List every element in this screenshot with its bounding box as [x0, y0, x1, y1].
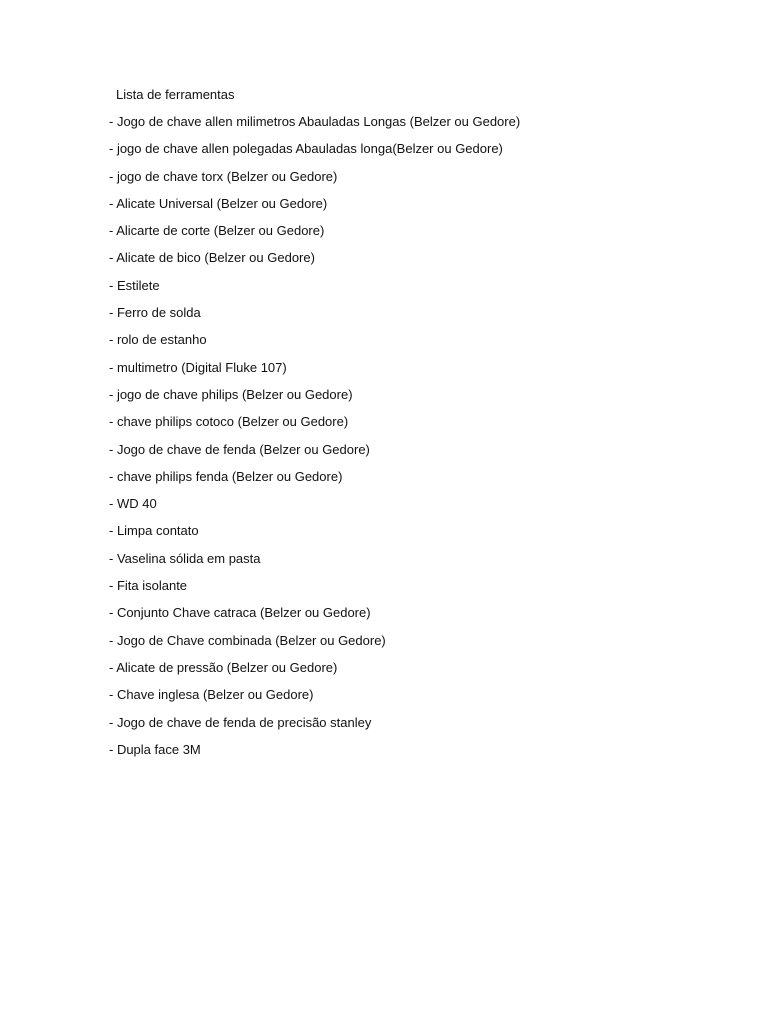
list-item: - Conjunto Chave catraca (Belzer ou Gedore): [109, 605, 371, 621]
list-item: - WD 40: [109, 496, 157, 512]
list-item: - jogo de chave philips (Belzer ou Gedore): [109, 386, 353, 402]
list-item: - chave philips fenda (Belzer ou Gedore): [109, 468, 343, 484]
list-item: - Vaselina sólida em pasta: [109, 550, 261, 566]
list-item: - Jogo de chave allen milimetros Abauladas Longas (Belzer ou Gedore): [109, 114, 521, 129]
list-item: - Fita isolante: [109, 578, 188, 594]
list-item: - Jogo de chave de fenda de precisão stanley: [109, 714, 372, 730]
list-item: - jogo de chave allen polegadas Abauladas longa(Belzer ou Gedore): [109, 141, 503, 157]
list-item: - Limpa contato: [109, 523, 199, 539]
list-item: - Jogo de chave de fenda (Belzer ou Gedore): [109, 441, 370, 457]
list-item: - Estilete: [109, 277, 160, 293]
list-item: - jogo de chave torx (Belzer ou Gedore): [109, 168, 338, 184]
list-item: - Alicate Universal (Belzer ou Gedore): [109, 195, 328, 211]
list-item: - chave philips cotoco (Belzer ou Gedore): [109, 414, 349, 430]
tool-list: [109, 113, 520, 768]
list-item: - rolo de estanho: [109, 332, 207, 348]
list-item: - Ferro de solda: [109, 305, 201, 321]
list-item: - Alicate de bico (Belzer ou Gedore): [109, 250, 315, 266]
list-item: - Alicate de pressão (Belzer ou Gedore): [109, 659, 338, 675]
list-item: - Alicarte de corte (Belzer ou Gedore): [109, 223, 325, 239]
list-item: - multimetro (Digital Fluke 107): [109, 359, 287, 375]
document-title: Lista de ferramentas: [116, 87, 235, 102]
list-item: - Jogo de Chave combinada (Belzer ou Gedore): [109, 632, 386, 648]
list-item: - Chave inglesa (Belzer ou Gedore): [109, 687, 314, 703]
list-item: - Dupla face 3M: [109, 741, 201, 757]
